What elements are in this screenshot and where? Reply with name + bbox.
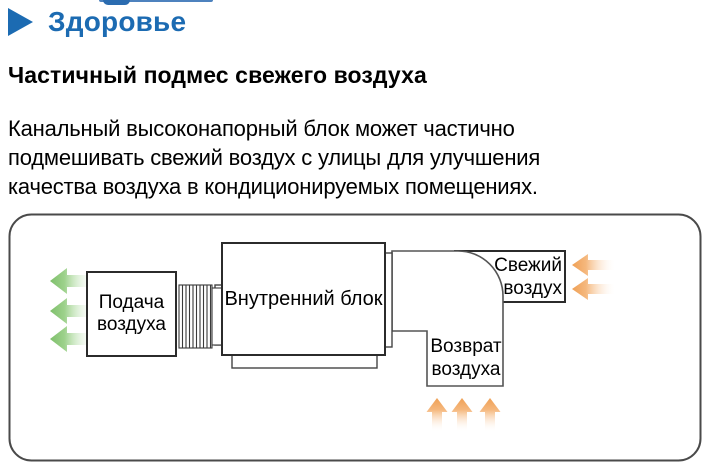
section-header (8, 6, 186, 38)
corrugated-duct (179, 285, 222, 348)
crop-artifact-blob (103, 0, 130, 5)
intro-paragraph (8, 114, 540, 201)
page-title: Частичный подмес свежего воздуха (8, 62, 427, 88)
supply-air-label: Подача воздуха (97, 292, 166, 335)
airflow-diagram (8, 213, 702, 462)
indoor-unit-right-connector (385, 253, 392, 347)
return-air-label: Возврат воздуха (430, 336, 502, 380)
return-air-arrows-icon (427, 398, 501, 431)
paragraph-line: Канальный высоконапорный блок может частично (8, 116, 515, 141)
section-header-label: Здоровье (48, 6, 187, 37)
fresh-air-label: Свежий воздух (494, 254, 562, 299)
indoor-unit-base (232, 355, 377, 368)
paragraph-line: подмешивать свежий воздух с улицы для улучшения (8, 145, 541, 170)
right-triangle-icon (8, 8, 33, 36)
indoor-unit-label: Внутренний блок (224, 288, 383, 310)
paragraph-line: качества воздуха в кондиционируемых помещениях. (8, 174, 538, 199)
